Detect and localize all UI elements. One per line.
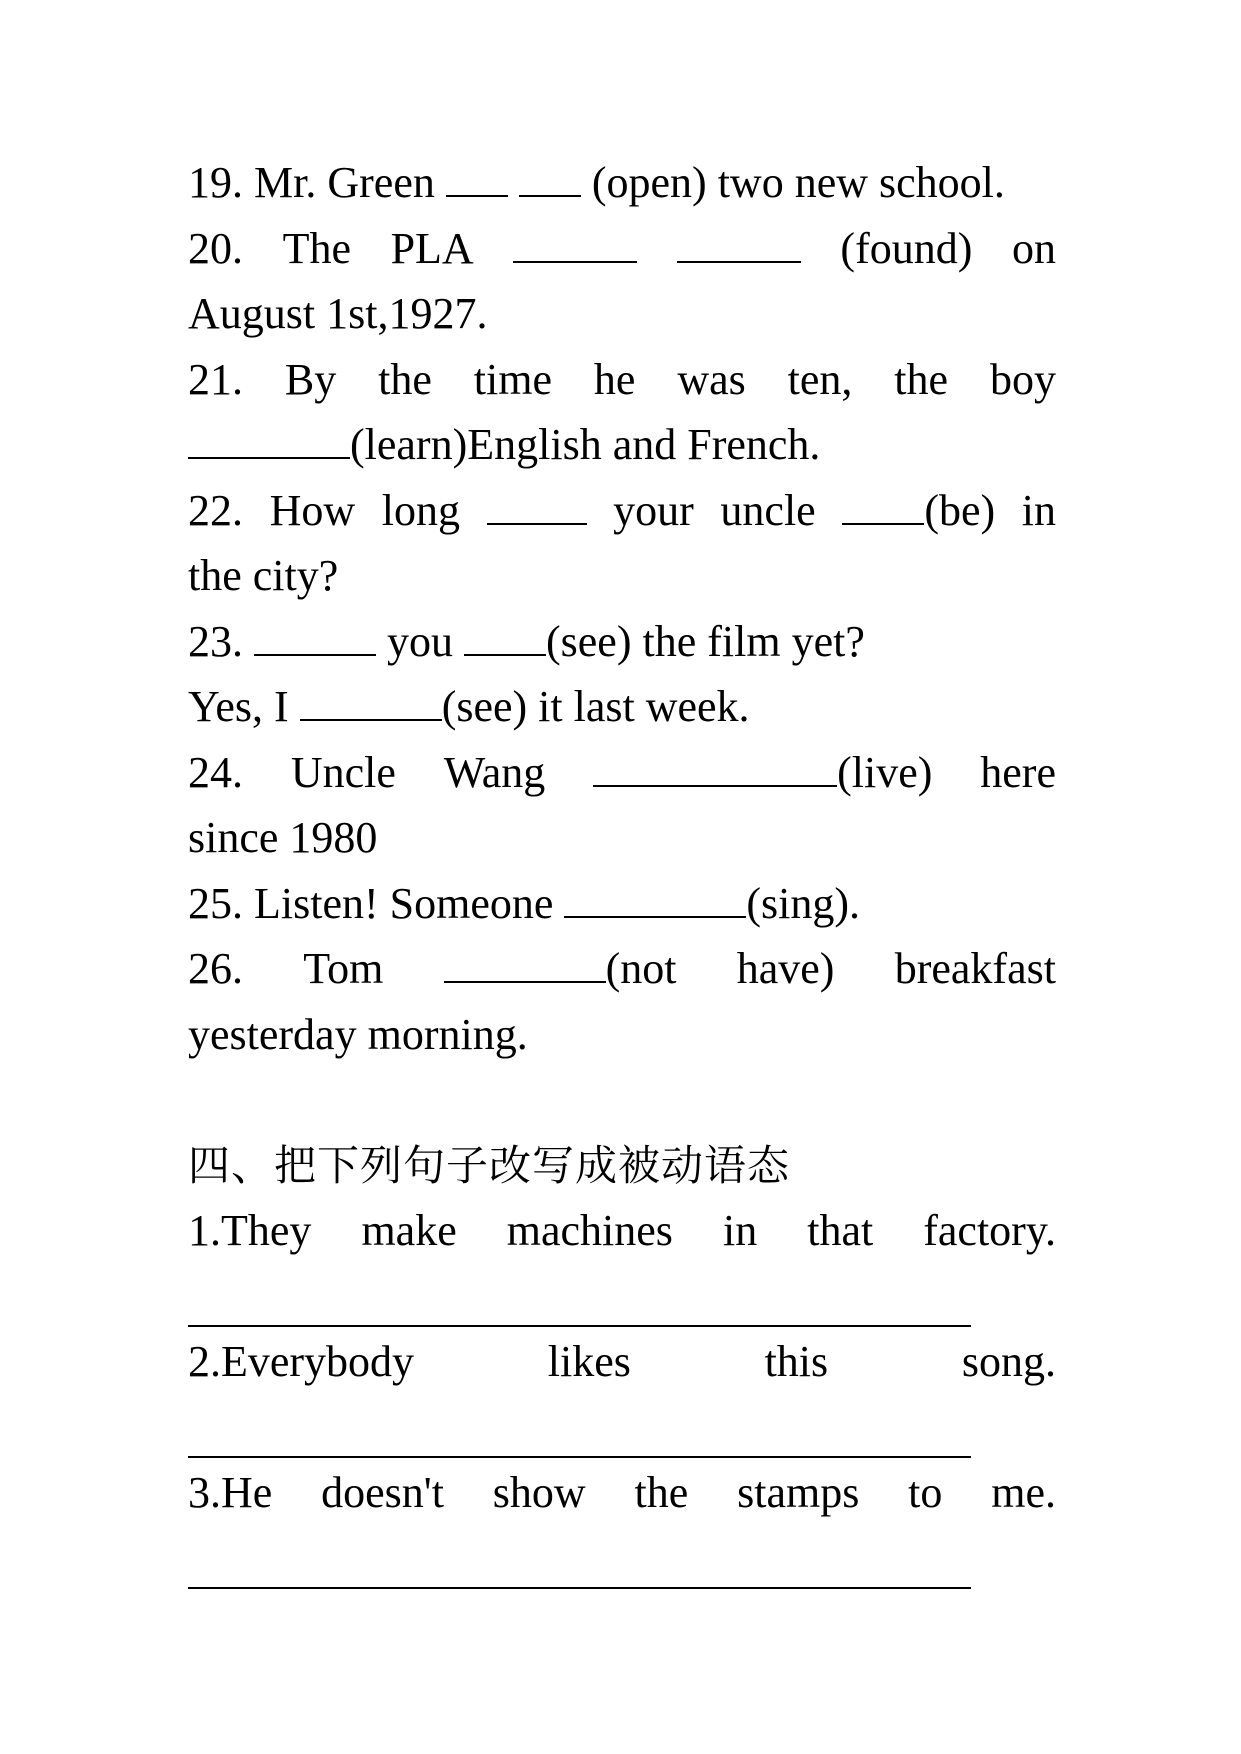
q22-hint: (be)	[924, 485, 996, 535]
q25-hint: (sing).	[746, 878, 861, 928]
q24-hint: (live)	[837, 747, 933, 797]
q20-blank-1[interactable]	[513, 223, 637, 262]
q24-blank[interactable]	[593, 747, 837, 786]
q21-number: 21.	[188, 354, 243, 404]
section-4-heading: 四、把下列句子改写成被动语态	[188, 1140, 791, 1190]
q22-blank-2[interactable]	[842, 485, 924, 524]
section4-answer-line-1[interactable]	[188, 1264, 1056, 1330]
q24-number: 24.	[188, 747, 243, 797]
question-24-cont: since 1980	[188, 813, 378, 862]
q26-blank[interactable]	[444, 944, 606, 983]
section4-answer-line-2[interactable]	[188, 1395, 1056, 1461]
question-22: 22. How long your uncle (be) in	[188, 478, 1056, 544]
q23-blank-2[interactable]	[464, 616, 546, 655]
q23-answer-hint: (see) it last week.	[441, 682, 750, 731]
q21-blank[interactable]	[188, 420, 350, 459]
q20-blank-2[interactable]	[677, 223, 801, 262]
q23-number: 23.	[188, 616, 243, 666]
q21-hint: (learn)English and French.	[350, 420, 821, 469]
q23-hint: (see) the film yet?	[546, 616, 865, 666]
section4-item-2: 2.Everybody likes this song.	[188, 1337, 1056, 1386]
q22-blank-1[interactable]	[487, 485, 587, 524]
question-23-answer: Yes, I (see) it last week.	[188, 674, 1056, 740]
q26-hint: (not	[605, 944, 677, 993]
section4-item-3: 3.He doesn't show the stamps to me.	[188, 1468, 1056, 1517]
question-21: 21. By the time he was ten, the boy	[188, 347, 1056, 413]
question-26-cont: yesterday morning.	[188, 1009, 528, 1059]
q22-number: 22.	[188, 485, 243, 535]
question-20: 20. The PLA (found) on	[188, 216, 1056, 282]
section4-answer-line-3[interactable]	[188, 1526, 1056, 1592]
section4-item-1: 1.They make machines in that factory.	[188, 1206, 1056, 1255]
question-20-cont: August 1st,1927.	[188, 289, 488, 338]
q25-blank[interactable]	[564, 878, 746, 917]
q19-number: 19.	[188, 158, 243, 207]
worksheet	[188, 150, 1056, 1591]
q26-number: 26.	[188, 944, 243, 993]
question-26: 26. Tom (not have) breakfast	[188, 936, 1056, 1002]
spacer	[188, 1067, 1056, 1133]
q23-blank-1[interactable]	[254, 616, 376, 655]
q23-blank-3[interactable]	[300, 682, 442, 721]
q20-number: 20.	[188, 223, 243, 273]
q19-blank-1[interactable]	[446, 158, 508, 197]
question-23: 23. you (see) the film yet?	[188, 609, 1056, 675]
question-22-cont: the city?	[188, 551, 339, 600]
question-21-cont	[188, 412, 1056, 478]
q19-hint: (open)	[591, 158, 707, 207]
q20-hint: (found)	[840, 223, 973, 273]
q19-blank-2[interactable]	[519, 158, 581, 197]
question-25: 25. Listen! Someone (sing).	[188, 871, 1056, 937]
question-24: 24. Uncle Wang (live) here	[188, 740, 1056, 806]
question-19: 19. Mr. Green (open) two new school.	[188, 150, 1056, 216]
q25-number: 25.	[188, 878, 243, 928]
